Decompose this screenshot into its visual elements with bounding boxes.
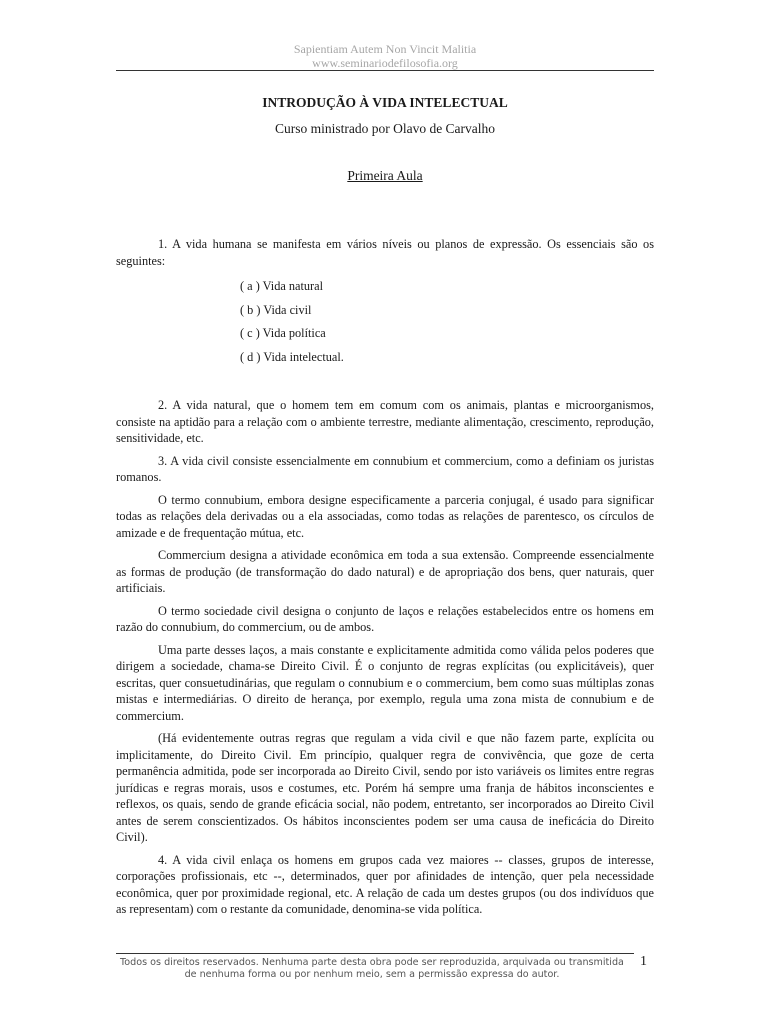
page-number: 1 — [640, 954, 647, 969]
document-subtitle: Curso ministrado por Olavo de Carvalho — [274, 121, 496, 136]
footer-divider — [116, 953, 634, 954]
paragraph-connubium: O termo connubium, embora designe especificamente a parceria conjugal, é usado para significar todas as relações dela derivadas ou a ela associadas, como todas as relações de parentesco, os círculos de amizade e de frequentação mútua, etc. — [116, 492, 654, 540]
paragraph-commercium: Commercium designa a atividade econômica em toda a sua extensão. Compreende essencialmente as formas de produção (de transformação do dado natural) e de apropriação dos bens, quer naturais, quer artificiais. — [116, 548, 654, 595]
document-body — [116, 236, 654, 924]
document-title: INTRODUÇÃO À VIDA INTELECTUAL — [262, 95, 508, 110]
paragraph-4: 4. A vida civil enlaça os homens em grupos cada vez maiores -- classes, grupos de interesse, corporações profissionais, etc --, determinados, quer por afinidades de intenção, quer pela necessidade econômica, quer por proximidade regional, etc. A relação de cada um destes grupos (ou dos indivíduos que as representam) com o restante da comunidade, denomina-se vida política. — [116, 852, 654, 916]
page-header — [116, 42, 654, 70]
paragraph-1: 1. A vida humana se manifesta em vários níveis ou planos de expressão. Os essenciais são os seguintes: — [116, 237, 654, 268]
lesson-heading: Primeira Aula — [347, 168, 423, 183]
list-item: ( b ) Vida civil — [240, 302, 312, 317]
list-item: ( a ) Vida natural — [240, 279, 324, 293]
paragraph-3: 3. A vida civil consiste essencialmente em connubium et commercium, como a definiam os juristas romanos. — [116, 453, 654, 484]
paragraph-regras: (Há evidentemente outras regras que regulam a vida civil e que não fazem parte, explícita ou implicitamente, do Direito Civil. Em princípio, qualquer regra de convivência, que goze de certa permanência admitida, pode ser incorporada ao Direito Civil, sendo por isto variáveis os limites entre regras jurídicas e regras morais, usos e costumes, etc. Porém há sempre uma franja de hábitos inconscientes e reflexos, os quais, sendo de grande eficácia social, não podem, entretanto, ser incorporados ao Direito Civil antes de serem conscientizados. Os hábitos inconscientes podem ser uma causa de ineficácia do Direito Civil). — [116, 731, 654, 844]
paragraph-2: 2. A vida natural, que o homem tem em comum com os animais, plantas e microorganismos, consiste na aptidão para a relação com o ambiente terrestre, mediante alimentação, crescimento, reprodução, sensitividade, etc. — [116, 398, 654, 445]
paragraph-sociedade-civil: O termo sociedade civil designa o conjunto de laços e relações estabelecidos entre os homens em razão do connubium, do commercium, ou de ambos. — [116, 603, 654, 634]
header-url: www.seminariodefilosofia.org — [312, 56, 458, 70]
life-levels-list — [240, 275, 654, 369]
footer-copyright: Todos os direitos reservados. Nenhuma parte desta obra pode ser reproduzida, arquivada ou transmitida de nenhuma forma ou por nenhum meio, sem a permissão expressa do autor. — [120, 957, 624, 980]
header-divider — [116, 70, 654, 71]
paragraph-direito-civil: Uma parte desses laços, a mais constante e explicitamente admitida como válida pelos poderes que dirigem a sociedade, chama-se Direito Civil. É o conjunto de regras explícitas (ou explicitáveis), quer escritas, quer consuetudinárias, que regulam o connubium e o commercium, bem como suas múltiplas zonas mistas e intermediárias. O direito de herança, por exemplo, regula uma zona mista de connubium e de commercium. — [116, 642, 654, 723]
list-item: ( c ) Vida política — [240, 326, 326, 340]
header-motto: Sapientiam Autem Non Vincit Malitia — [293, 42, 477, 56]
list-item: ( d ) Vida intelectual. — [240, 349, 344, 364]
